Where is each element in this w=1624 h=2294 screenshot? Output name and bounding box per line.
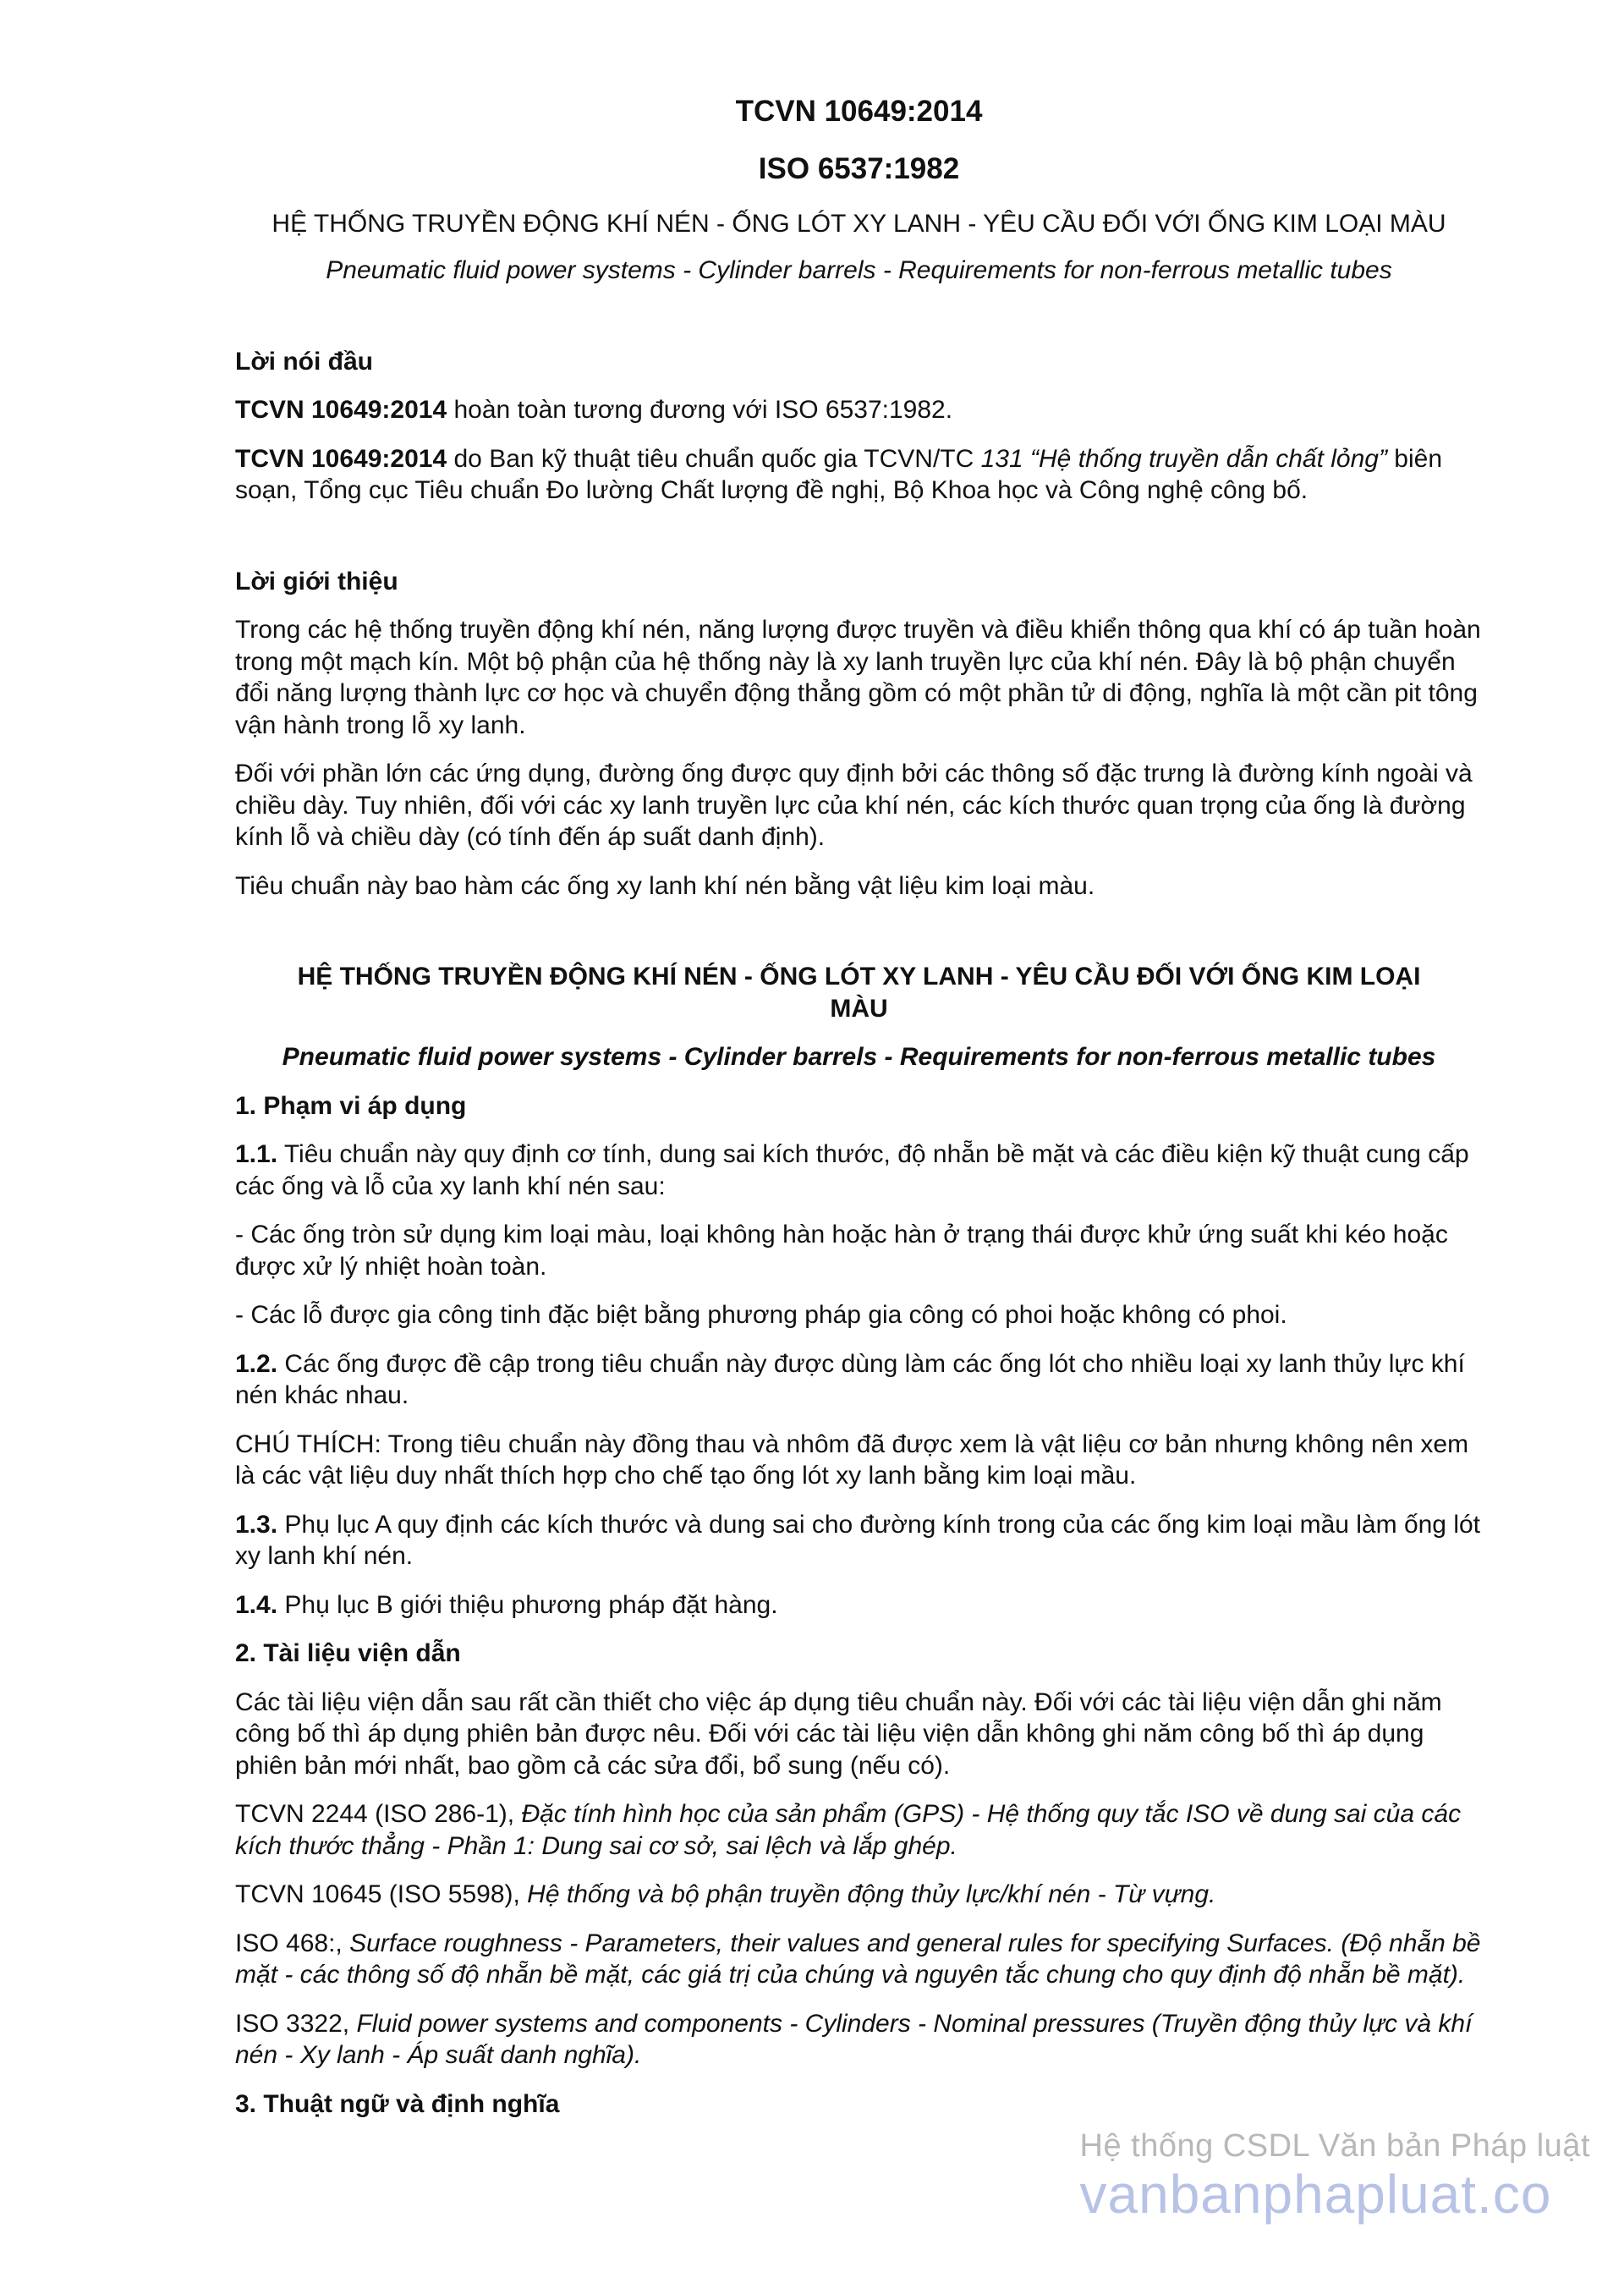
reference-code: ISO 3322, xyxy=(235,2009,357,2038)
reference-title: Hệ thống và bộ phận truyền động thủy lực/khí nén - Từ vựng. xyxy=(527,1880,1216,1908)
reference-title: Đặc tính hình học của sản phẩm (GPS) - Hệ thống quy tắc ISO về dung sai của các kích thước thẳng - Phần 1: Dung sai cơ sở, sai lệch và lắp ghép. xyxy=(235,1800,1462,1860)
foreword-p1-code: TCVN 10649:2014 xyxy=(235,396,447,424)
reference-item xyxy=(235,2008,1483,2072)
foreword-p2-code: TCVN 10649:2014 xyxy=(235,444,447,473)
clause-1-1 xyxy=(235,1139,1483,1202)
reference-item xyxy=(235,1879,1483,1911)
clause-1-1-bullet-2: - Các lỗ được gia công tinh đặc biệt bằng phương pháp gia công có phoi hoặc không có phoi. xyxy=(235,1301,1287,1329)
standard-code-iso: ISO 6537:1982 xyxy=(758,151,960,185)
foreword-heading: Lời nói đầu xyxy=(235,347,373,376)
intro-paragraph-1: Trong các hệ thống truyền động khí nén, năng lượng được truyền và điều khiển thông qua khí có áp tuần hoàn trong một mạch kín. Một bộ phận của hệ thống này là xy lanh truyền lực của khí nén. Đây là bộ phận chuyển đổi năng lượng thành lực cơ học và chuyển động thẳng gồm có một phần tử di động, nghĩa là một cần pit tông vận hành trong lỗ xy lanh. xyxy=(235,616,1481,739)
clause-1-2-text: Các ống được đề cập trong tiêu chuẩn này được dùng làm các ống lót cho nhiều loại xy lanh thủy lực khí nén khác nhau. xyxy=(235,1349,1465,1409)
intro-heading: Lời giới thiệu xyxy=(235,567,398,595)
foreword-p1-text: hoàn toàn tương đương với ISO 6537:1982. xyxy=(447,396,953,424)
clause-1-3-number: 1.3. xyxy=(235,1510,278,1539)
foreword-p2-text2: biên soạn, Tổng cục Tiêu chuẩn Đo lường Chất lượng đề nghị, Bộ Khoa học và Công nghệ công bố. xyxy=(235,444,1443,504)
reference-code: TCVN 10645 (ISO 5598), xyxy=(235,1880,528,1908)
intro-paragraph-3: Tiêu chuẩn này bao hàm các ống xy lanh khí nén bằng vật liệu kim loại màu. xyxy=(235,871,1095,900)
clause-1-4-number: 1.4. xyxy=(235,1590,278,1619)
body-title-en: Pneumatic fluid power systems - Cylinder barrels - Requirements for non-ferrous metallic tubes xyxy=(282,1043,1436,1071)
reference-item xyxy=(235,1798,1483,1862)
clause-1-1-text: Tiêu chuẩn này quy định cơ tính, dung sai kích thước, độ nhẵn bề mặt và các điều kiện kỹ thuật cung cấp các ống và lỗ của xy lanh khí nén sau: xyxy=(235,1140,1469,1200)
document-title-vn: HỆ THỐNG TRUYỀN ĐỘNG KHÍ NÉN - ỐNG LÓT XY LANH - YÊU CẦU ĐỐI VỚI ỐNG KIM LOẠI MÀU xyxy=(272,209,1446,238)
reference-code: ISO 468:, xyxy=(235,1929,350,1957)
clause-1-2-number: 1.2. xyxy=(235,1349,278,1378)
reference-title: Surface roughness - Parameters, their values and general rules for specifying Surfaces. (Độ nhẵn bề mặt - các thông số độ nhẵn bề mặt, các giá trị của chúng và nguyên tắc chung cho quy định độ nhẵn bề mặt). xyxy=(235,1929,1481,1989)
section-1-heading: 1. Phạm vi áp dụng xyxy=(235,1091,467,1120)
watermark-line-2: vanbanphapluat.co xyxy=(1079,2164,1552,2225)
watermark-line-1: Hệ thống CSDL Văn bản Pháp luật xyxy=(1079,2128,1590,2164)
clause-note: CHÚ THÍCH: Trong tiêu chuẩn này đồng thau và nhôm đã được xem là vật liệu cơ bản nhưng không nên xem là các vật liệu duy nhất thích hợp cho chế tạo ống lót xy lanh bằng kim loại mầu. xyxy=(235,1430,1469,1490)
foreword-p2-text1: do Ban kỹ thuật tiêu chuẩn quốc gia TCVN/TC xyxy=(447,444,981,473)
foreword-p2-committee: 131 “Hệ thống truyền dẫn chất lỏng” xyxy=(980,444,1387,473)
section-3-heading: 3. Thuật ngữ và định nghĩa xyxy=(235,2089,560,2118)
clause-1-1-number: 1.1. xyxy=(235,1140,278,1168)
reference-title: Fluid power systems and components - Cylinders - Nominal pressures (Truyền động thủy lực và khí nén - Xy lanh - Áp suất danh nghĩa). xyxy=(235,2009,1473,2069)
clause-1-4-text: Phụ lục B giới thiệu phương pháp đặt hàng. xyxy=(277,1590,778,1619)
reference-code: TCVN 2244 (ISO 286-1), xyxy=(235,1800,522,1828)
standard-code-tcvn: TCVN 10649:2014 xyxy=(735,95,983,128)
clause-1-1-bullet-1: - Các ống tròn sử dụng kim loại màu, loại không hàn hoặc hàn ở trạng thái được khử ứng suất khi kéo hoặc được xử lý nhiệt hoàn toàn. xyxy=(235,1221,1448,1281)
foreword-paragraph-2 xyxy=(235,443,1483,507)
document-title-en: Pneumatic fluid power systems - Cylinder barrels - Requirements for non-ferrous metallic tubes xyxy=(326,256,1392,284)
intro-paragraph-2: Đối với phần lớn các ứng dụng, đường ống được quy định bởi các thông số đặc trưng là đường kính ngoài và chiều dày. Tuy nhiên, đối với các xy lanh truyền lực của khí nén, các kích thước quan trọng của ống là đường kính lỗ và chiều dày (có tính đến áp suất danh định). xyxy=(235,760,1473,851)
clause-1-3-text: Phụ lục A quy định các kích thước và dung sai cho đường kính trong của các ống kim loại mầu làm ống lót xy lanh khí nén. xyxy=(235,1510,1481,1570)
watermark xyxy=(1080,2128,1591,2224)
section-2-intro: Các tài liệu viện dẫn sau rất cần thiết cho việc áp dụng tiêu chuẩn này. Đối với các tài liệu viện dẫn ghi năm công bố thì áp dụng phiên bản được nêu. Đối với các tài liệu viện dẫn không ghi năm công bố thì áp dụng phiên bản mới nhất, bao gồm cả các sửa đổi, bổ sung (nếu có). xyxy=(235,1688,1442,1780)
foreword-paragraph-1 xyxy=(235,394,1483,426)
document-page xyxy=(235,93,1483,2137)
clause-1-3 xyxy=(235,1509,1483,1572)
clause-1-2 xyxy=(235,1348,1483,1412)
clause-1-4 xyxy=(235,1589,1483,1622)
reference-item xyxy=(235,1928,1483,1991)
body-title-vn: HỆ THỐNG TRUYỀN ĐỘNG KHÍ NÉN - ỐNG LÓT XY LANH - YÊU CẦU ĐỐI VỚI ỐNG KIM LOẠI MÀU xyxy=(297,963,1421,1023)
section-2-heading: 2. Tài liệu viện dẫn xyxy=(235,1639,461,1667)
